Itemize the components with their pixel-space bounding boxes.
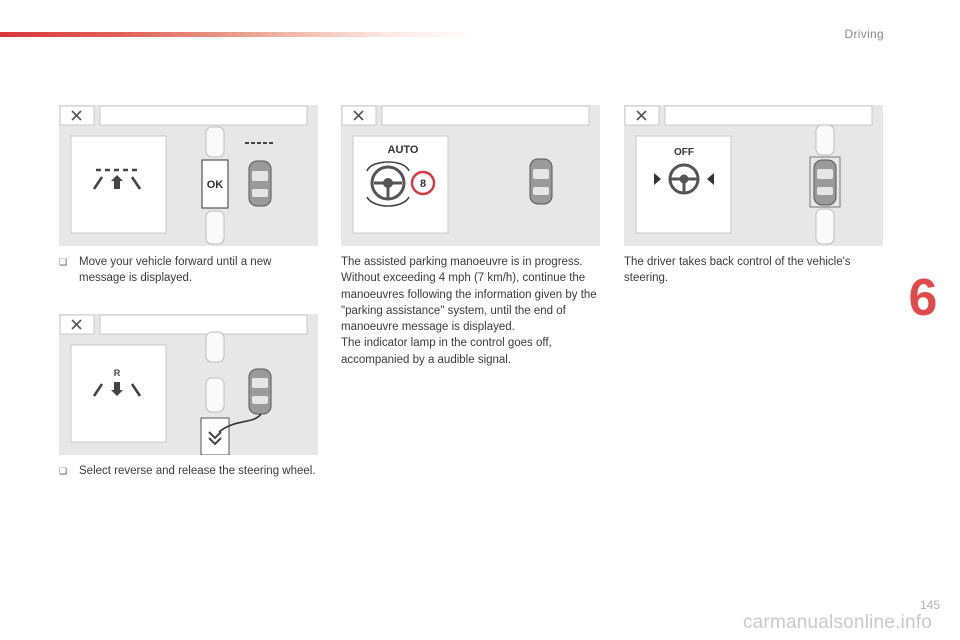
car-icon <box>530 159 552 204</box>
bullet-icon: ❑ <box>59 466 68 476</box>
auto-label: AUTO <box>387 144 419 156</box>
chapter-number: 6 <box>908 269 938 327</box>
watermark: carmanualsonline.info <box>742 612 932 633</box>
counter-label: 8 <box>419 178 427 190</box>
header-accent-bar <box>0 32 480 37</box>
display-panel-auto <box>341 105 600 246</box>
section-title: Driving <box>844 27 884 41</box>
car-icon <box>814 160 836 205</box>
step-2-text: ❑ Select reverse and release the steering wheel. <box>59 463 319 479</box>
step-1-text: ❑ Move your vehicle forward until a new message is displayed. <box>59 256 272 285</box>
middle-paragraph-2: The indicator lamp in the control goes off, accompanied by a audible signal. <box>341 337 552 366</box>
car-icon <box>249 161 271 206</box>
ok-label: OK <box>206 179 224 191</box>
reverse-label: R <box>113 368 121 378</box>
display-panel-forward <box>59 105 318 246</box>
middle-description <box>341 254 603 368</box>
off-label: OFF <box>674 147 694 158</box>
bullet-icon: ❑ <box>59 257 68 267</box>
right-description: The driver takes back control of the vehicle's steering. <box>624 256 851 285</box>
display-panel-reverse <box>59 314 318 455</box>
display-panel-off <box>624 105 883 246</box>
car-icon <box>249 369 271 414</box>
page-number: 145 <box>919 598 940 612</box>
middle-paragraph-1: The assisted parking manoeuvre is in progress. Without exceeding 4 mph (7 km/h), continue the manoeuvres following the information given by the "parking assistance" system, until the end of manoeuvre message is displayed. <box>341 256 597 334</box>
